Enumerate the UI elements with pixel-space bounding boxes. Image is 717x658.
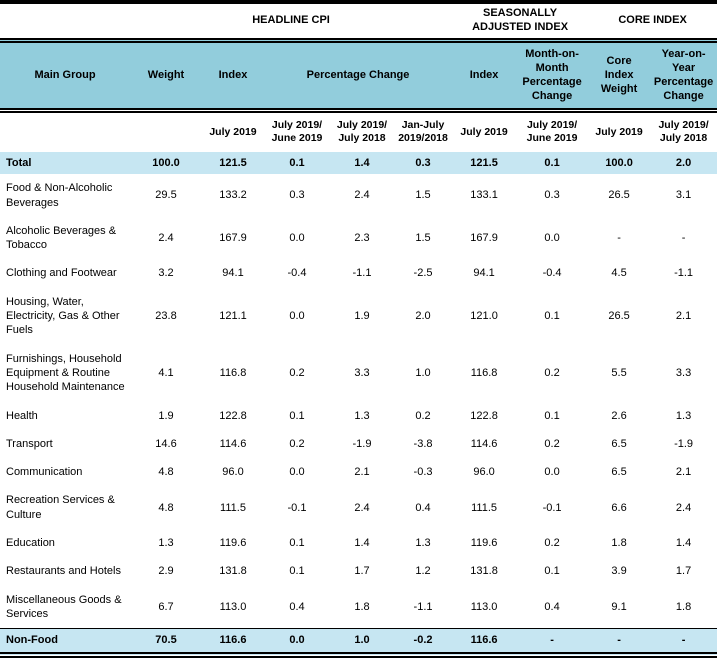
row-value-cell: 1.3 bbox=[130, 529, 202, 557]
row-value-cell: 1.7 bbox=[650, 557, 717, 585]
row-value-cell: -1.1 bbox=[650, 259, 717, 287]
row-group-label: Health bbox=[0, 402, 130, 430]
period-header-cell: July 2019/ July 2018 bbox=[330, 110, 394, 152]
row-value-cell: 2.4 bbox=[330, 486, 394, 529]
row-value-cell: 1.8 bbox=[588, 529, 650, 557]
row-value-cell: 0.2 bbox=[394, 402, 452, 430]
row-value-cell: 0.4 bbox=[516, 586, 588, 629]
row-value-cell: 121.0 bbox=[452, 288, 516, 345]
row-value-cell: 4.5 bbox=[588, 259, 650, 287]
row-value-cell: 2.0 bbox=[394, 288, 452, 345]
row-value-cell: 1.3 bbox=[650, 402, 717, 430]
row-value-cell: 1.3 bbox=[330, 402, 394, 430]
group-header-core-index: CORE INDEX bbox=[588, 2, 717, 40]
row-value-cell: 2.1 bbox=[650, 458, 717, 486]
row-value-cell: 1.4 bbox=[330, 529, 394, 557]
row-group-label: Restaurants and Hotels bbox=[0, 557, 130, 585]
period-header-cell: Jan-July 2019/2018 bbox=[394, 110, 452, 152]
row-value-cell: 9.1 bbox=[588, 586, 650, 629]
row-value-cell: -0.1 bbox=[516, 486, 588, 529]
row-value-cell: -3.8 bbox=[394, 430, 452, 458]
row-value-cell: 5.5 bbox=[588, 345, 650, 402]
row-value-cell: 0.2 bbox=[516, 345, 588, 402]
row-value-cell: 3.9 bbox=[588, 557, 650, 585]
row-value-cell: 1.8 bbox=[650, 586, 717, 629]
row-value-cell: 0.2 bbox=[264, 430, 330, 458]
group-header-headline-cpi: HEADLINE CPI bbox=[130, 2, 452, 40]
row-value-cell: 1.9 bbox=[130, 402, 202, 430]
row-value-cell: 4.8 bbox=[130, 486, 202, 529]
column-header-sa-index: Index bbox=[452, 40, 516, 110]
period-header-cell: July 2019/ June 2019 bbox=[264, 110, 330, 152]
row-value-cell: 96.0 bbox=[202, 458, 264, 486]
column-header-index: Index bbox=[202, 40, 264, 110]
row-value-cell: 2.0 bbox=[650, 152, 717, 174]
table-row bbox=[0, 259, 717, 287]
row-value-cell: 1.8 bbox=[330, 586, 394, 629]
row-group-label: Clothing and Footwear bbox=[0, 259, 130, 287]
table-row bbox=[0, 402, 717, 430]
row-value-cell: 0.4 bbox=[264, 586, 330, 629]
column-header-month-on-month: Month-on-Month Percentage Change bbox=[516, 40, 588, 110]
column-header-weight: Weight bbox=[130, 40, 202, 110]
row-group-label: Non-Food bbox=[0, 629, 130, 655]
row-value-cell: 2.4 bbox=[330, 174, 394, 217]
table-row bbox=[0, 345, 717, 402]
row-value-cell: 0.2 bbox=[264, 345, 330, 402]
row-value-cell: 113.0 bbox=[452, 586, 516, 629]
row-group-label: Furnishings, Household Equipment & Routine Household Maintenance bbox=[0, 345, 130, 402]
row-value-cell: 0.3 bbox=[264, 174, 330, 217]
row-value-cell: 2.4 bbox=[650, 486, 717, 529]
row-value-cell: 0.0 bbox=[264, 288, 330, 345]
row-value-cell: 0.3 bbox=[516, 174, 588, 217]
period-header-cell: July 2019/ June 2019 bbox=[516, 110, 588, 152]
row-value-cell: 0.1 bbox=[516, 288, 588, 345]
table-body bbox=[0, 152, 717, 655]
table-row bbox=[0, 557, 717, 585]
row-value-cell: 111.5 bbox=[452, 486, 516, 529]
row-value-cell: -1.1 bbox=[394, 586, 452, 629]
table-row bbox=[0, 430, 717, 458]
row-value-cell: -0.3 bbox=[394, 458, 452, 486]
column-header-percentage-change: Percentage Change bbox=[264, 40, 452, 110]
row-value-cell: - bbox=[588, 629, 650, 655]
row-value-cell: 116.6 bbox=[452, 629, 516, 655]
row-value-cell: 100.0 bbox=[588, 152, 650, 174]
row-value-cell: 0.1 bbox=[516, 152, 588, 174]
row-value-cell: 2.9 bbox=[130, 557, 202, 585]
row-value-cell: 121.5 bbox=[452, 152, 516, 174]
table-period-header-row bbox=[0, 110, 717, 152]
period-header-cell bbox=[0, 110, 130, 152]
row-group-label: Transport bbox=[0, 430, 130, 458]
row-value-cell: 29.5 bbox=[130, 174, 202, 217]
row-value-cell: -0.4 bbox=[264, 259, 330, 287]
row-value-cell: -0.4 bbox=[516, 259, 588, 287]
row-value-cell: 4.8 bbox=[130, 458, 202, 486]
row-value-cell: 119.6 bbox=[202, 529, 264, 557]
row-value-cell: 0.0 bbox=[264, 458, 330, 486]
table-row bbox=[0, 217, 717, 260]
period-header-cell: July 2019/ July 2018 bbox=[650, 110, 717, 152]
table-row bbox=[0, 486, 717, 529]
row-group-label: Education bbox=[0, 529, 130, 557]
period-header-cell: July 2019 bbox=[202, 110, 264, 152]
row-value-cell: -1.9 bbox=[650, 430, 717, 458]
row-value-cell: 4.1 bbox=[130, 345, 202, 402]
row-value-cell: 1.0 bbox=[394, 345, 452, 402]
row-value-cell: -1.1 bbox=[330, 259, 394, 287]
row-value-cell: 3.3 bbox=[330, 345, 394, 402]
column-header-main-group: Main Group bbox=[0, 40, 130, 110]
row-value-cell: 3.3 bbox=[650, 345, 717, 402]
row-value-cell: 133.2 bbox=[202, 174, 264, 217]
row-value-cell: 0.4 bbox=[394, 486, 452, 529]
row-value-cell: - bbox=[650, 217, 717, 260]
row-value-cell: -1.9 bbox=[330, 430, 394, 458]
row-value-cell: 1.4 bbox=[650, 529, 717, 557]
row-value-cell: 26.5 bbox=[588, 288, 650, 345]
row-value-cell: - bbox=[650, 629, 717, 655]
group-header-seasonally-adjusted: SEASONALLY ADJUSTED INDEX bbox=[452, 2, 588, 40]
row-value-cell: 122.8 bbox=[452, 402, 516, 430]
row-value-cell: 1.0 bbox=[330, 629, 394, 655]
table-row bbox=[0, 458, 717, 486]
row-value-cell: 0.1 bbox=[516, 402, 588, 430]
row-value-cell: 2.3 bbox=[330, 217, 394, 260]
period-header-cell: July 2019 bbox=[452, 110, 516, 152]
row-value-cell: 113.0 bbox=[202, 586, 264, 629]
group-header-spacer bbox=[0, 2, 130, 40]
row-value-cell: 1.2 bbox=[394, 557, 452, 585]
row-value-cell: 23.8 bbox=[130, 288, 202, 345]
table-row bbox=[0, 529, 717, 557]
row-value-cell: 119.6 bbox=[452, 529, 516, 557]
table-column-header-row bbox=[0, 40, 717, 110]
row-group-label: Communication bbox=[0, 458, 130, 486]
row-value-cell: 70.5 bbox=[130, 629, 202, 655]
row-value-cell: 6.6 bbox=[588, 486, 650, 529]
table-row bbox=[0, 288, 717, 345]
row-value-cell: 0.1 bbox=[264, 529, 330, 557]
row-value-cell: 1.3 bbox=[394, 529, 452, 557]
row-value-cell: - bbox=[516, 629, 588, 655]
row-value-cell: 6.5 bbox=[588, 458, 650, 486]
row-value-cell: 121.1 bbox=[202, 288, 264, 345]
row-value-cell: -0.2 bbox=[394, 629, 452, 655]
row-group-label: Alcoholic Beverages & Tobacco bbox=[0, 217, 130, 260]
row-value-cell: - bbox=[588, 217, 650, 260]
period-header-cell: July 2019 bbox=[588, 110, 650, 152]
row-value-cell: 114.6 bbox=[452, 430, 516, 458]
row-value-cell: 111.5 bbox=[202, 486, 264, 529]
row-value-cell: 2.1 bbox=[650, 288, 717, 345]
row-value-cell: 131.8 bbox=[452, 557, 516, 585]
row-value-cell: 0.1 bbox=[516, 557, 588, 585]
column-header-year-on-year: Year-on-Year Percentage Change bbox=[650, 40, 717, 110]
row-value-cell: 2.4 bbox=[130, 217, 202, 260]
row-value-cell: 1.4 bbox=[330, 152, 394, 174]
row-value-cell: 6.7 bbox=[130, 586, 202, 629]
row-group-label: Miscellaneous Goods & Services bbox=[0, 586, 130, 629]
row-value-cell: 1.9 bbox=[330, 288, 394, 345]
row-value-cell: 96.0 bbox=[452, 458, 516, 486]
row-group-label: Recreation Services & Culture bbox=[0, 486, 130, 529]
row-value-cell: -2.5 bbox=[394, 259, 452, 287]
row-value-cell: 131.8 bbox=[202, 557, 264, 585]
row-value-cell: 114.6 bbox=[202, 430, 264, 458]
row-value-cell: 6.5 bbox=[588, 430, 650, 458]
period-header-cell bbox=[130, 110, 202, 152]
row-value-cell: 0.1 bbox=[264, 557, 330, 585]
row-value-cell: 3.2 bbox=[130, 259, 202, 287]
row-value-cell: 0.1 bbox=[264, 402, 330, 430]
row-value-cell: 0.3 bbox=[394, 152, 452, 174]
row-value-cell: 3.1 bbox=[650, 174, 717, 217]
row-value-cell: 0.0 bbox=[264, 217, 330, 260]
row-value-cell: 100.0 bbox=[130, 152, 202, 174]
column-header-core-index-weight: Core Index Weight bbox=[588, 40, 650, 110]
row-value-cell: 1.5 bbox=[394, 174, 452, 217]
row-value-cell: 116.8 bbox=[202, 345, 264, 402]
row-value-cell: 116.8 bbox=[452, 345, 516, 402]
row-value-cell: 1.5 bbox=[394, 217, 452, 260]
row-value-cell: 14.6 bbox=[130, 430, 202, 458]
row-value-cell: 0.1 bbox=[264, 152, 330, 174]
row-value-cell: 133.1 bbox=[452, 174, 516, 217]
row-value-cell: -0.1 bbox=[264, 486, 330, 529]
row-value-cell: 2.1 bbox=[330, 458, 394, 486]
row-group-label: Food & Non-Alcoholic Beverages bbox=[0, 174, 130, 217]
row-value-cell: 0.0 bbox=[516, 458, 588, 486]
row-value-cell: 0.2 bbox=[516, 430, 588, 458]
row-value-cell: 0.2 bbox=[516, 529, 588, 557]
row-group-label: Housing, Water, Electricity, Gas & Other Fuels bbox=[0, 288, 130, 345]
row-value-cell: 26.5 bbox=[588, 174, 650, 217]
row-value-cell: 121.5 bbox=[202, 152, 264, 174]
row-value-cell: 116.6 bbox=[202, 629, 264, 655]
row-value-cell: 0.0 bbox=[516, 217, 588, 260]
table-row bbox=[0, 629, 717, 655]
table-row bbox=[0, 586, 717, 629]
row-value-cell: 167.9 bbox=[452, 217, 516, 260]
table-row bbox=[0, 152, 717, 174]
table-group-header-row bbox=[0, 2, 717, 40]
row-value-cell: 0.0 bbox=[264, 629, 330, 655]
row-value-cell: 1.7 bbox=[330, 557, 394, 585]
row-value-cell: 2.6 bbox=[588, 402, 650, 430]
row-value-cell: 94.1 bbox=[202, 259, 264, 287]
row-value-cell: 122.8 bbox=[202, 402, 264, 430]
row-value-cell: 94.1 bbox=[452, 259, 516, 287]
table-row bbox=[0, 174, 717, 217]
row-value-cell: 167.9 bbox=[202, 217, 264, 260]
row-group-label: Total bbox=[0, 152, 130, 174]
